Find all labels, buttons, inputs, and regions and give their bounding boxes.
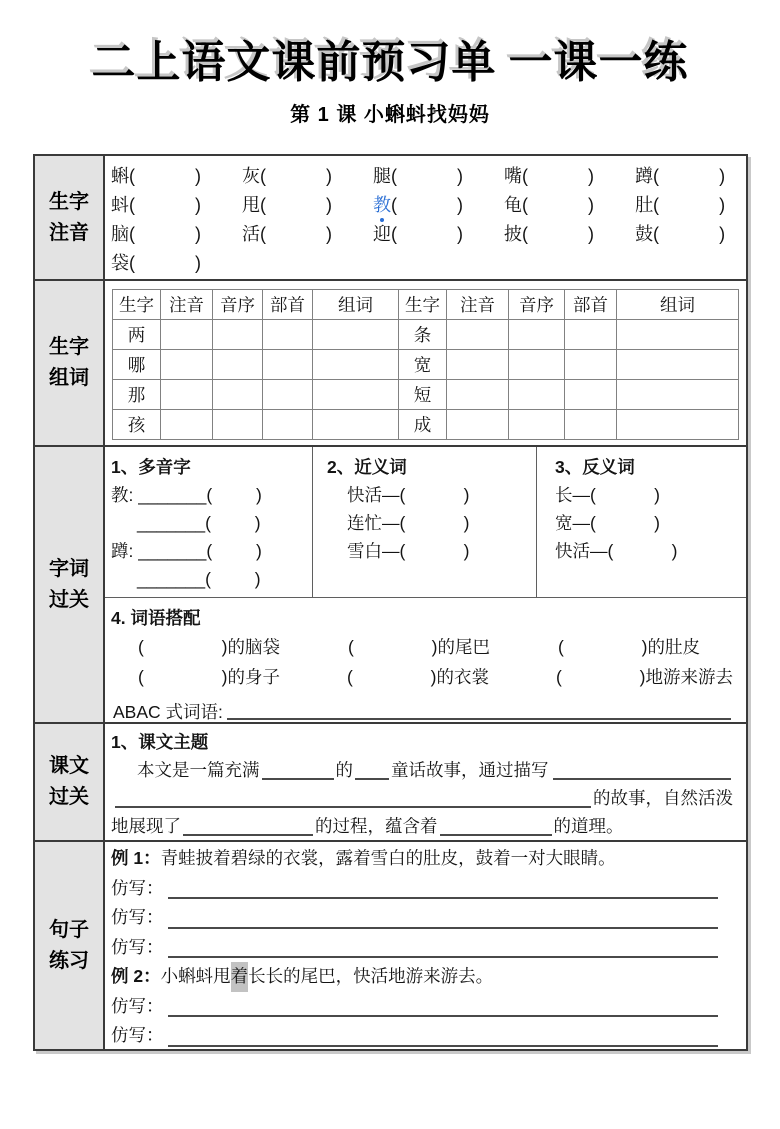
collocation-item: ( )的脑袋 bbox=[138, 637, 280, 657]
empty-cell bbox=[263, 410, 313, 440]
polyphone-title: 1、多音字 bbox=[111, 457, 191, 477]
antonym-title: 3、反义词 bbox=[555, 457, 635, 477]
abac-line bbox=[111, 692, 733, 724]
pinyin-cell: 披( ) bbox=[504, 224, 595, 244]
word-building-table bbox=[112, 289, 739, 440]
empty-cell bbox=[509, 380, 565, 410]
col-header: 注音 bbox=[161, 290, 213, 320]
empty-cell bbox=[447, 410, 509, 440]
label-line: 练习 bbox=[49, 949, 89, 972]
section-label-word-building bbox=[35, 281, 105, 445]
empty-cell bbox=[565, 320, 617, 350]
collocation-item: ( )的身子 bbox=[138, 667, 280, 687]
section-text-check bbox=[35, 722, 746, 840]
empty-cell bbox=[509, 350, 565, 380]
imitation-label: 仿写： bbox=[111, 936, 164, 957]
empty-cell bbox=[213, 410, 263, 440]
theme-text: 的过程，蕴含着 bbox=[315, 816, 438, 836]
synonym-column bbox=[313, 447, 537, 597]
fill-in-line bbox=[440, 834, 552, 836]
pinyin-row bbox=[111, 191, 746, 220]
pinyin-cell: 脑( ) bbox=[111, 224, 201, 244]
empty-cell bbox=[213, 380, 263, 410]
label-line: 字词 bbox=[49, 557, 89, 580]
synonym-title: 2、近义词 bbox=[327, 457, 407, 477]
example-label: 例 2： bbox=[111, 966, 161, 986]
word-building-content bbox=[105, 281, 746, 445]
section-words-check bbox=[35, 445, 746, 722]
page-title: 二上语文课前预习单 一课一练 bbox=[91, 38, 689, 87]
collocation-item: ( )地游来游去 bbox=[556, 667, 733, 687]
pinyin-cell: 迎( ) bbox=[373, 224, 464, 244]
words-check-columns bbox=[105, 447, 746, 597]
antonym-line: 长—( ) bbox=[555, 485, 660, 505]
pinyin-cell: 蹲( ) bbox=[635, 166, 726, 186]
example-text: 长长的尾巴，快活地游来游去。 bbox=[248, 966, 494, 986]
fill-in-line bbox=[262, 778, 334, 780]
char-cell: 短 bbox=[399, 380, 447, 410]
empty-cell bbox=[313, 320, 399, 350]
synonym-line: 雪白—( ) bbox=[347, 541, 470, 561]
char-cell: 那 bbox=[113, 380, 161, 410]
synonym-line: 快活—( ) bbox=[347, 485, 470, 505]
section-label-words-check bbox=[35, 447, 105, 722]
col-header: 组词 bbox=[617, 290, 739, 320]
pinyin-parens: ( ) bbox=[391, 195, 464, 215]
theme-text: 的 bbox=[335, 760, 353, 780]
label-line: 注音 bbox=[49, 221, 89, 244]
empty-cell bbox=[565, 410, 617, 440]
label-line: 句子 bbox=[49, 918, 89, 941]
empty-cell bbox=[509, 320, 565, 350]
theme-text: 童话故事，通过描写 bbox=[391, 760, 549, 780]
imitation-line bbox=[111, 1021, 720, 1051]
fill-in-line bbox=[168, 956, 719, 958]
polyphone-line: 教: _______( ) bbox=[111, 485, 262, 505]
polyphone-line: 蹲: _______( ) bbox=[111, 541, 262, 561]
label-line: 过关 bbox=[49, 588, 89, 611]
fill-in-line bbox=[553, 778, 732, 780]
label-line: 生字 bbox=[49, 336, 89, 358]
example-text: 青蛙披着碧绿的衣裳，露着雪白的肚皮，鼓着一对大眼睛。 bbox=[160, 848, 616, 868]
empty-cell bbox=[213, 320, 263, 350]
abac-label: ABAC 式词语: bbox=[113, 702, 223, 722]
char-cell: 哪 bbox=[113, 350, 161, 380]
polyphone-column bbox=[105, 447, 313, 597]
label-line: 生字 bbox=[49, 190, 89, 213]
theme-text: 的道理。 bbox=[553, 816, 624, 836]
lesson-subtitle: 第 1 课 小蝌蚪找妈妈 bbox=[290, 104, 490, 126]
imitation-label: 仿写： bbox=[111, 995, 164, 1016]
example-sentence bbox=[111, 962, 720, 992]
example-text: 小蝌蚪甩 bbox=[160, 966, 231, 986]
col-header: 部首 bbox=[565, 290, 617, 320]
section-sentence-practice bbox=[35, 840, 746, 1049]
worksheet-table bbox=[33, 154, 748, 1051]
label-line: 过关 bbox=[49, 786, 89, 808]
table-header-row bbox=[113, 290, 739, 320]
empty-cell bbox=[617, 380, 739, 410]
empty-cell bbox=[447, 380, 509, 410]
example-sentence bbox=[111, 844, 720, 874]
theme-text: 本文是一篇充满 bbox=[137, 760, 260, 780]
empty-cell bbox=[213, 350, 263, 380]
col-header: 组词 bbox=[313, 290, 399, 320]
empty-cell bbox=[313, 410, 399, 440]
fill-in-line bbox=[355, 778, 389, 780]
pinyin-cell-jiao bbox=[373, 191, 499, 220]
jiao-blue-character: 教 bbox=[373, 191, 391, 220]
pinyin-cell: 灰( ) bbox=[242, 166, 333, 186]
empty-cell bbox=[509, 410, 565, 440]
antonym-column bbox=[537, 447, 746, 597]
label-line: 课文 bbox=[49, 755, 89, 777]
antonym-line: 宽—( ) bbox=[555, 513, 660, 533]
pinyin-row bbox=[111, 162, 746, 191]
imitation-line bbox=[111, 992, 720, 1022]
polyphone-line: _______( ) bbox=[137, 569, 261, 589]
table-row bbox=[113, 350, 739, 380]
antonym-line: 快活—( ) bbox=[555, 541, 678, 561]
empty-cell bbox=[617, 350, 739, 380]
polyphone-line: _______( ) bbox=[137, 513, 261, 533]
empty-cell bbox=[161, 380, 213, 410]
table-row bbox=[113, 410, 739, 440]
char-cell: 宽 bbox=[399, 350, 447, 380]
pinyin-row bbox=[111, 220, 746, 249]
fill-in-line bbox=[168, 1045, 719, 1047]
empty-cell bbox=[565, 380, 617, 410]
pinyin-cell: 活( ) bbox=[242, 224, 333, 244]
col-header: 音序 bbox=[509, 290, 565, 320]
pinyin-cell: 腿( ) bbox=[373, 166, 464, 186]
col-header: 注音 bbox=[447, 290, 509, 320]
empty-cell bbox=[161, 410, 213, 440]
imitation-line bbox=[111, 903, 720, 933]
collocation-area bbox=[105, 597, 746, 724]
pinyin-cell: 蝌( ) bbox=[111, 166, 201, 186]
fill-in-line bbox=[227, 718, 731, 720]
imitation-label: 仿写： bbox=[111, 907, 164, 927]
section-label-text-check bbox=[35, 724, 105, 840]
fill-in-line bbox=[168, 897, 719, 899]
section-label-pinyin bbox=[35, 156, 105, 279]
pinyin-content bbox=[105, 156, 746, 279]
example-label: 例 1： bbox=[111, 848, 161, 868]
theme-text: 地展现了 bbox=[111, 816, 181, 836]
col-header: 生字 bbox=[399, 290, 447, 320]
label-line: 组词 bbox=[49, 367, 89, 389]
pinyin-cell: 蚪( ) bbox=[111, 195, 201, 215]
imitation-line bbox=[111, 933, 720, 963]
words-check-content bbox=[105, 447, 746, 722]
theme-title: 1、课文主题 bbox=[111, 732, 209, 752]
pinyin-cell: 甩( ) bbox=[242, 195, 333, 215]
pinyin-row bbox=[111, 249, 746, 278]
char-cell: 条 bbox=[399, 320, 447, 350]
empty-cell bbox=[313, 380, 399, 410]
col-header: 生字 bbox=[113, 290, 161, 320]
empty-cell bbox=[565, 350, 617, 380]
fill-in-line bbox=[183, 834, 313, 836]
section-word-building bbox=[35, 279, 746, 445]
imitation-label: 仿写： bbox=[111, 877, 164, 898]
char-cell: 成 bbox=[399, 410, 447, 440]
empty-cell bbox=[617, 410, 739, 440]
jiao-annotation-dot bbox=[380, 218, 384, 222]
collocation-item: ( )的衣裳 bbox=[347, 667, 489, 687]
sentence-practice-content bbox=[105, 842, 746, 1049]
pinyin-cell: 龟( ) bbox=[504, 195, 595, 215]
collocation-row bbox=[111, 662, 733, 692]
empty-cell bbox=[263, 350, 313, 380]
text-check-content bbox=[105, 724, 746, 840]
collocation-row bbox=[111, 632, 733, 662]
pinyin-cell: 嘴( ) bbox=[504, 166, 595, 186]
col-header: 音序 bbox=[213, 290, 263, 320]
pinyin-cell: 袋( ) bbox=[111, 253, 201, 273]
pinyin-cell: 肚( ) bbox=[635, 195, 726, 215]
empty-cell bbox=[263, 380, 313, 410]
fill-in-line bbox=[168, 1015, 719, 1017]
table-row bbox=[113, 380, 739, 410]
table-row bbox=[113, 320, 739, 350]
section-pinyin bbox=[35, 156, 746, 279]
pinyin-cell: 鼓( ) bbox=[635, 224, 726, 244]
collocation-item: ( )的尾巴 bbox=[348, 637, 490, 657]
imitation-label: 仿写： bbox=[111, 1025, 164, 1045]
section-label-sentence-practice bbox=[35, 842, 105, 1049]
empty-cell bbox=[263, 320, 313, 350]
empty-cell bbox=[161, 350, 213, 380]
collocation-item: ( )的肚皮 bbox=[558, 637, 700, 657]
fill-in-line bbox=[115, 806, 591, 808]
col-header: 部首 bbox=[263, 290, 313, 320]
imitation-line bbox=[111, 874, 720, 904]
empty-cell bbox=[617, 320, 739, 350]
synonym-line: 连忙—( ) bbox=[347, 513, 470, 533]
empty-cell bbox=[447, 350, 509, 380]
theme-line bbox=[111, 756, 733, 784]
theme-text: 的故事，自然活泼 bbox=[593, 788, 733, 808]
collocation-title: 4. 词语搭配 bbox=[111, 608, 201, 628]
empty-cell bbox=[447, 320, 509, 350]
theme-line bbox=[111, 812, 733, 840]
empty-cell bbox=[313, 350, 399, 380]
empty-cell bbox=[161, 320, 213, 350]
char-cell: 孩 bbox=[113, 410, 161, 440]
fill-in-line bbox=[168, 927, 719, 929]
char-cell: 两 bbox=[113, 320, 161, 350]
theme-line bbox=[111, 784, 733, 812]
highlighted-character: 着 bbox=[231, 962, 249, 992]
